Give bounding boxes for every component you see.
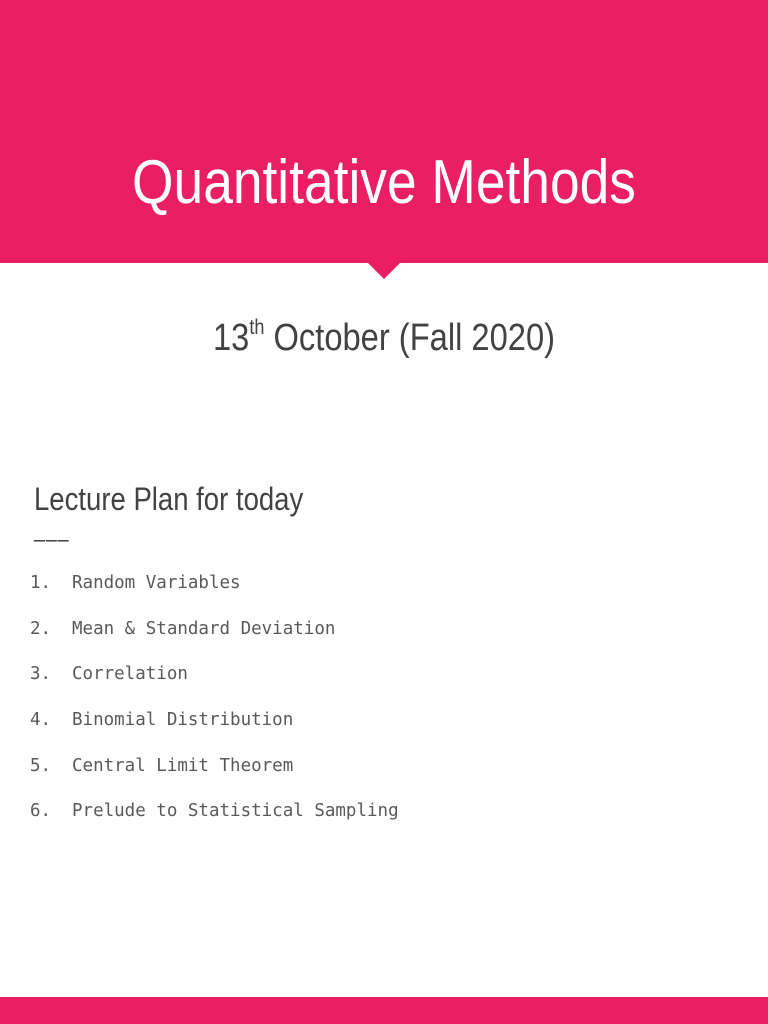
list-item-label: Mean & Standard Deviation	[72, 618, 336, 639]
date-rest: October (Fall 2020)	[264, 317, 556, 359]
bottom-accent-band	[0, 997, 768, 1024]
list-item-number: 1.	[30, 572, 52, 593]
list-item-number: 5.	[30, 755, 52, 776]
lecture-plan-list	[30, 560, 399, 834]
list-item-label: Binomial Distribution	[72, 709, 294, 730]
list-item	[30, 788, 399, 834]
title-band-pointer	[368, 263, 400, 279]
list-item	[30, 651, 399, 697]
list-item-label: Correlation	[72, 664, 188, 685]
list-item	[30, 606, 399, 652]
date-day: 13	[212, 317, 250, 359]
date-ordinal-suffix: th	[249, 316, 265, 339]
list-item-label: Random Variables	[72, 572, 241, 593]
heading-rule: ───	[34, 531, 70, 552]
list-item-label: Prelude to Statistical Sampling	[72, 801, 399, 822]
list-item-number: 4.	[30, 709, 52, 730]
slide-title: Quantitative Methods	[132, 148, 636, 217]
slide-date	[54, 312, 714, 364]
section-heading: Lecture Plan for today	[34, 481, 304, 517]
list-item	[30, 743, 399, 789]
list-item-number: 2.	[30, 618, 52, 639]
list-item	[30, 697, 399, 743]
list-item-label: Central Limit Theorem	[72, 755, 294, 776]
list-item	[30, 560, 399, 606]
list-item-number: 6.	[30, 801, 52, 822]
list-item-number: 3.	[30, 664, 52, 685]
